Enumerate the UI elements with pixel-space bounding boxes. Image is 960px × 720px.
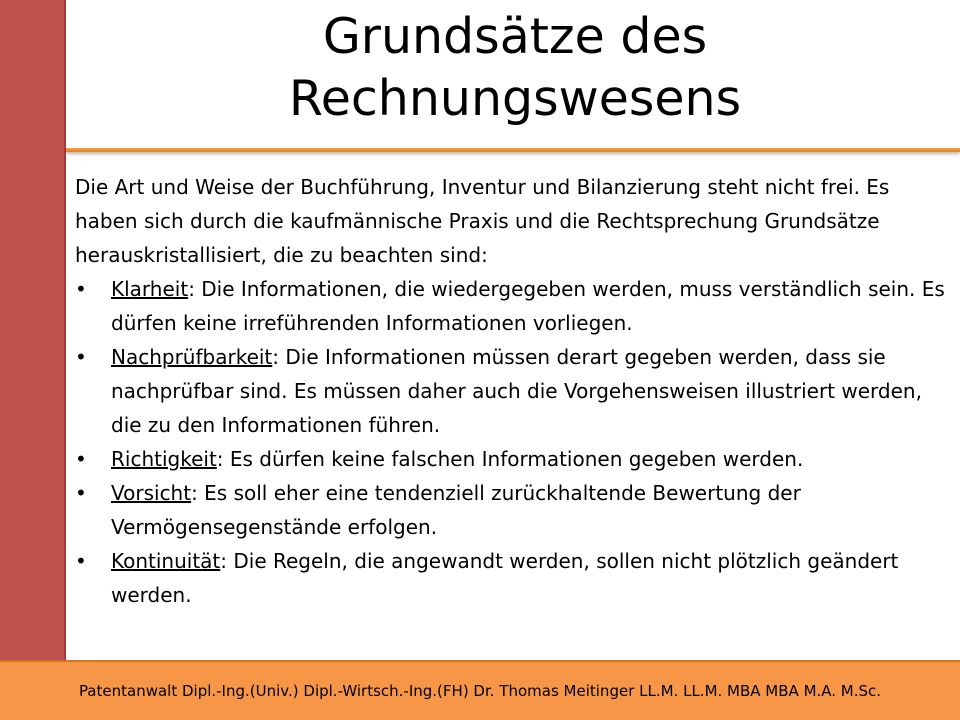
- list-item: [75, 340, 950, 442]
- term-description: : Die Informationen, die wiedergegeben werden, muss verständlich sein. Es dürfen keine irreführenden Informationen vorliegen.: [111, 277, 945, 335]
- list-item: [75, 442, 950, 476]
- list-item: [75, 272, 950, 340]
- left-accent-bar: [0, 0, 66, 660]
- bullet-icon: •: [75, 481, 87, 505]
- term-vorsicht: Vorsicht: [111, 481, 192, 505]
- title-line-2: Rechnungswesens: [288, 70, 742, 127]
- list-item: [75, 476, 950, 544]
- title-line-1: Grundsätze des: [322, 8, 708, 65]
- term-klarheit: Klarheit: [111, 277, 189, 301]
- term-description: : Die Regeln, die angewandt werden, sollen nicht plötzlich geändert werden.: [111, 549, 899, 607]
- footer-bar: [0, 660, 960, 720]
- bullet-icon: •: [75, 277, 87, 301]
- term-description: : Die Informationen müssen derart gegeben werden, dass sie nachprüfbar sind. Es müssen daher auch die Vorgehensweisen illustriert werden, die zu den Informationen führen.: [111, 345, 922, 437]
- term-richtigkeit: Richtigkeit: [111, 447, 217, 471]
- slide-title: [70, 6, 960, 130]
- term-nachpruefbarkeit: Nachprüfbarkeit: [111, 345, 273, 369]
- term-description: : Es soll eher eine tendenziell zurückhaltende Bewertung der Vermögensegenstände erfolgen.: [111, 481, 801, 539]
- term-description: : Es dürfen keine falschen Informationen gegeben werden.: [216, 447, 804, 471]
- list-item: [75, 544, 950, 612]
- footer-author-line: Patentanwalt Dipl.-Ing.(Univ.) Dipl.-Wirtsch.-Ing.(FH) Dr. Thomas Meitinger LL.M. LL.M. MBA MBA M.A. M.Sc.: [78, 682, 882, 700]
- bullet-icon: •: [75, 447, 87, 471]
- bullet-icon: •: [75, 345, 87, 369]
- bullet-icon: •: [75, 549, 87, 573]
- slide-body: [75, 170, 950, 612]
- intro-paragraph: Die Art und Weise der Buchführung, Inventur und Bilanzierung steht nicht frei. Es haben sich durch die kaufmännische Praxis und die Rechtsprechung Grundsätze herauskristallisiert, die zu beachten sind:: [75, 175, 890, 267]
- term-kontinuitaet: Kontinuität: [111, 549, 221, 573]
- principles-list: [75, 272, 950, 612]
- title-divider: [66, 148, 960, 152]
